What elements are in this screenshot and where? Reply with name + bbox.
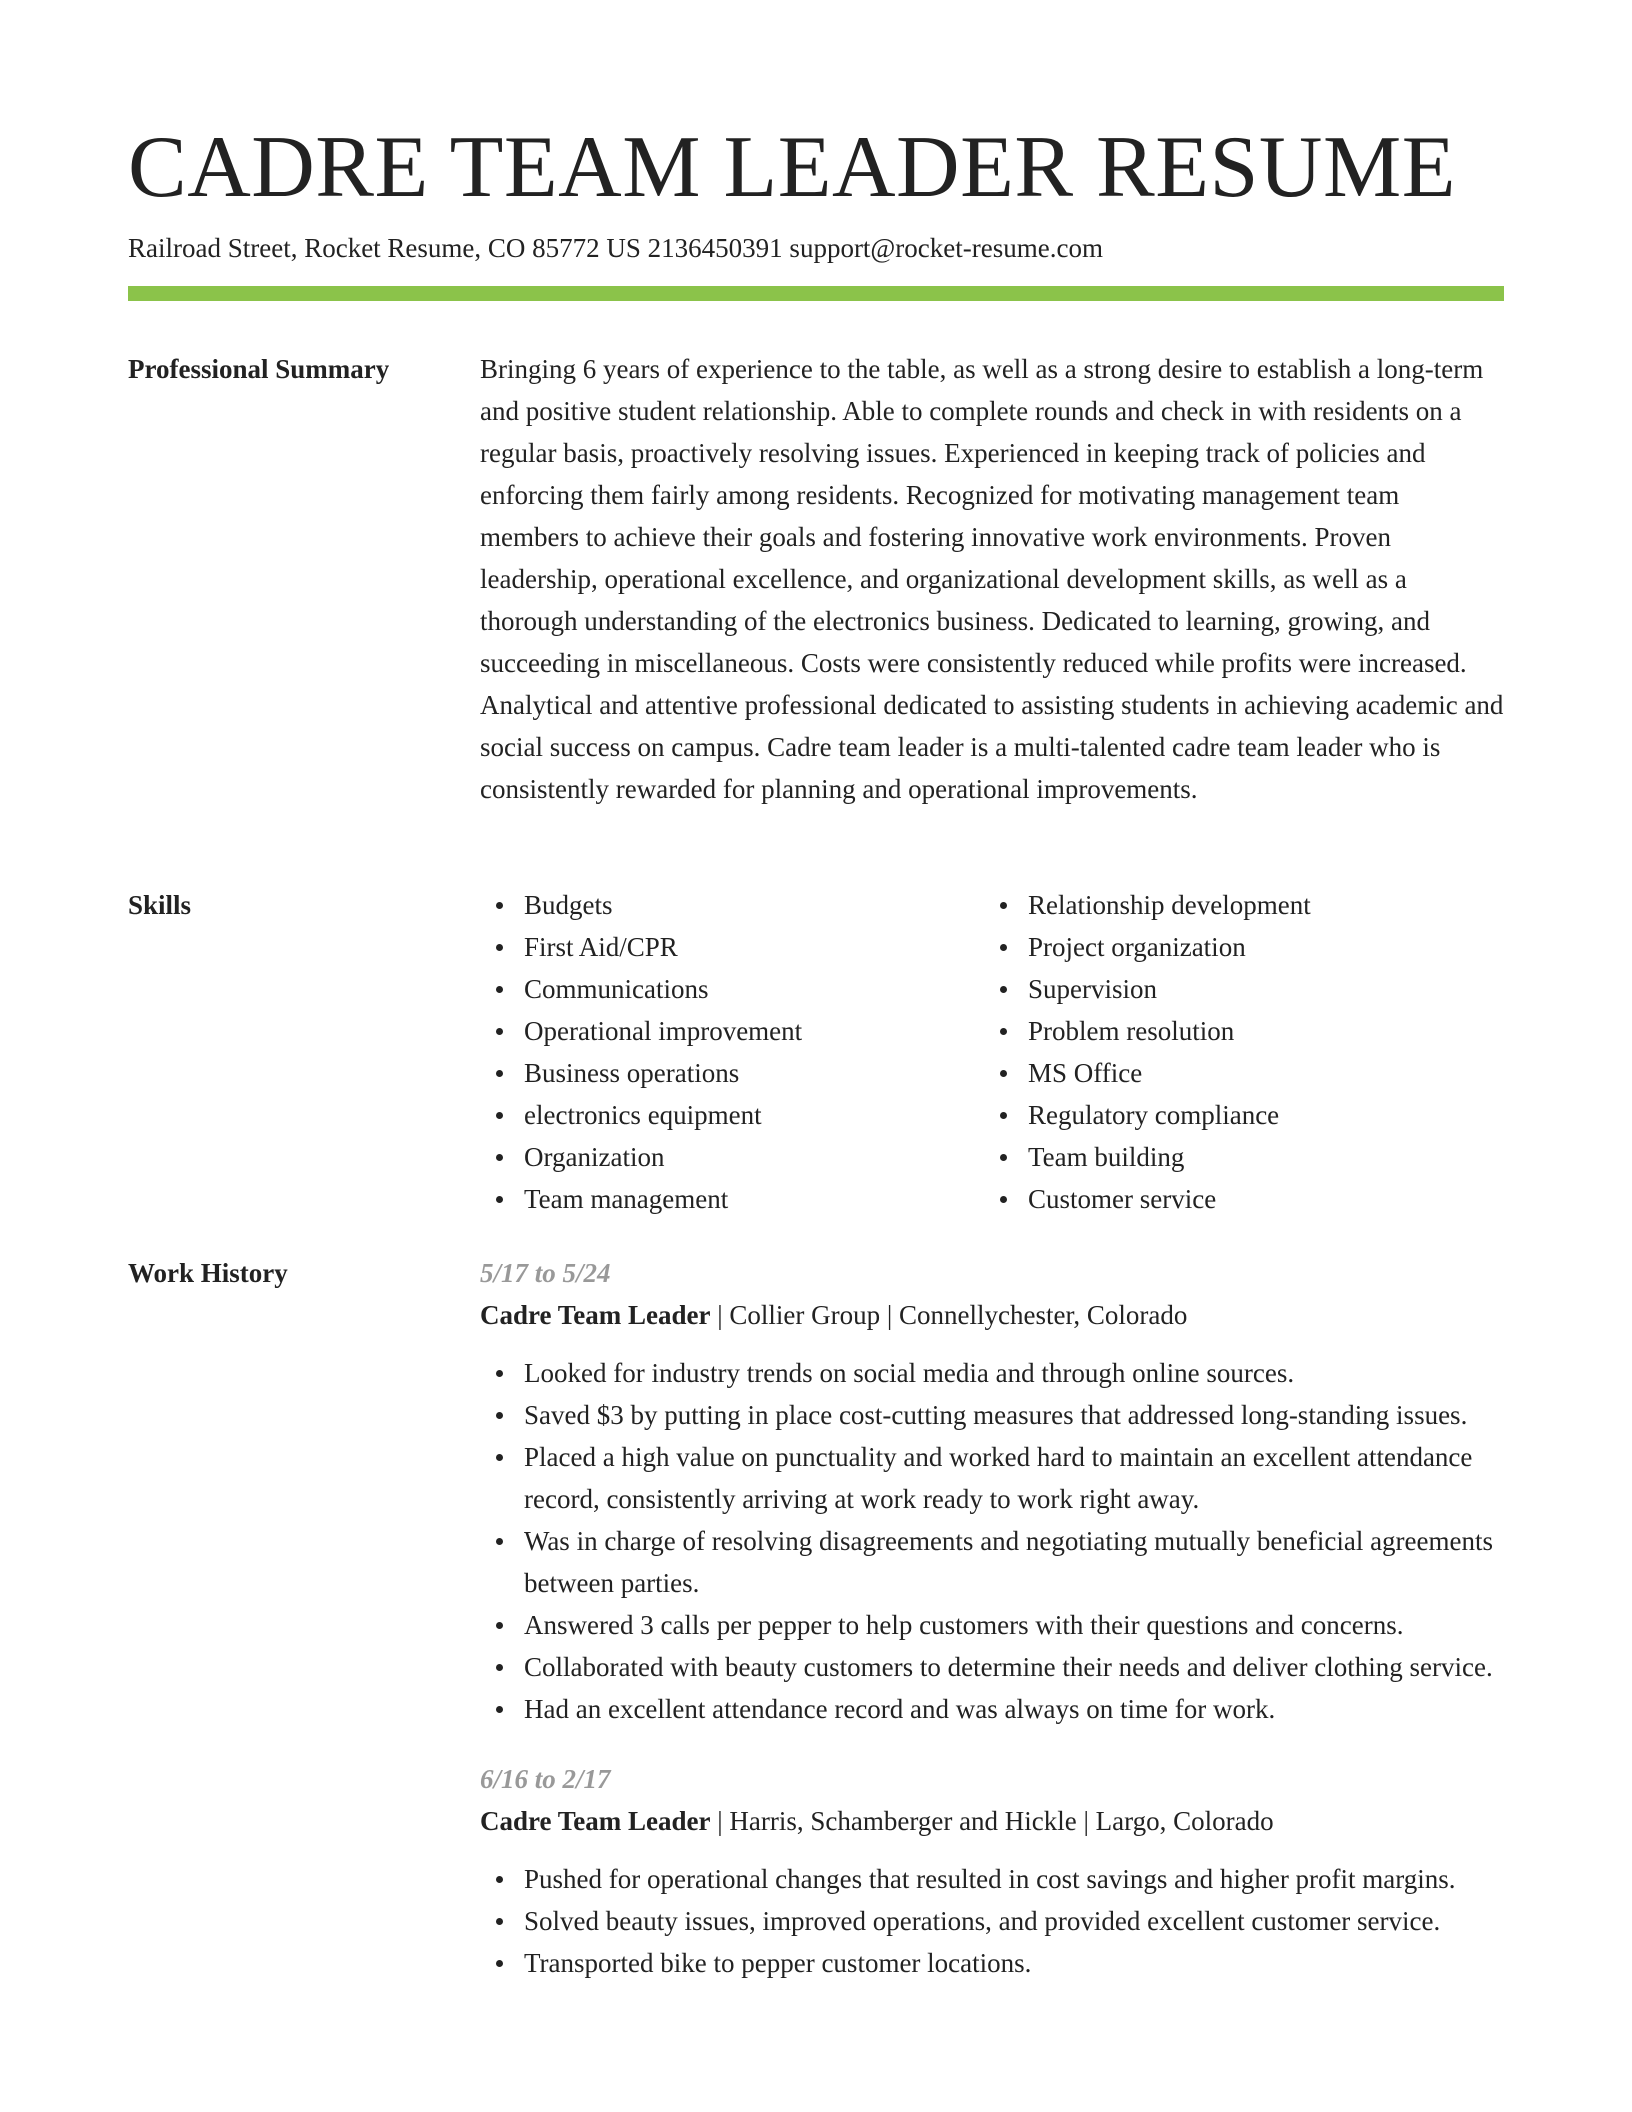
skill-item: Project organization — [984, 926, 1488, 968]
job-entry — [480, 1758, 1504, 1984]
resume-title: CADRE TEAM LEADER RESUME — [128, 119, 1456, 216]
job-bullet: Solved beauty issues, improved operations, and provided excellent customer service. — [480, 1900, 1504, 1942]
job-bullet: Placed a high value on punctuality and worked hard to maintain an excellent attendance record, consistently arriving at work ready to work right away. — [480, 1436, 1504, 1520]
job-dates: 6/16 to 2/17 — [480, 1764, 611, 1794]
skills-body — [480, 884, 1504, 1220]
skills-column-left — [480, 884, 984, 1220]
job-bullet: Was in charge of resolving disagreements and negotiating mutually beneficial agreements between parties. — [480, 1520, 1504, 1604]
job-bullet-list — [480, 1858, 1504, 1984]
skills-column-right — [984, 884, 1488, 1220]
skills-list-left — [480, 884, 984, 1220]
contact-line: Railroad Street, Rocket Resume, CO 85772 US 2136450391 support@rocket-resume.com — [128, 233, 1103, 263]
accent-divider — [128, 286, 1504, 301]
job-heading — [480, 1294, 1504, 1336]
skill-item: MS Office — [984, 1052, 1488, 1094]
job-employer-location: | Harris, Schamberger and Hickle | Largo, Colorado — [710, 1806, 1274, 1836]
job-bullet-list — [480, 1352, 1504, 1730]
skill-item: Team building — [984, 1136, 1488, 1178]
skill-item: Problem resolution — [984, 1010, 1488, 1052]
skills-list-right — [984, 884, 1488, 1220]
summary-body — [480, 348, 1504, 810]
skill-item: Organization — [480, 1136, 984, 1178]
job-entry — [480, 1252, 1504, 1730]
work-history-body — [480, 1252, 1504, 2012]
skill-item: First Aid/CPR — [480, 926, 984, 968]
job-bullet: Collaborated with beauty customers to determine their needs and deliver clothing service. — [480, 1646, 1504, 1688]
job-bullet: Transported bike to pepper customer locations. — [480, 1942, 1504, 1984]
skills-label: Skills — [128, 890, 192, 920]
skill-item: electronics equipment — [480, 1094, 984, 1136]
skill-item: Team management — [480, 1178, 984, 1220]
job-bullet: Pushed for operational changes that resulted in cost savings and higher profit margins. — [480, 1858, 1504, 1900]
summary-text: Bringing 6 years of experience to the table, as well as a strong desire to establish a long-term and positive student relationship. Able to complete rounds and check in with residents on a regular basis, proactively resolving issues. Experienced in keeping track of policies and enforcing them fairly among residents. Recognized for motivating management team members to achieve their goals and fostering innovative work environments. Proven leadership, operational excellence, and organizational development skills, as well as a thorough understanding of the electronics business. Dedicated to learning, growing, and succeeding in miscellaneous. Costs were consistently reduced while profits were increased. Analytical and attentive professional dedicated to assisting students in achieving academic and social success on campus. Cadre team leader is a multi-talented cadre team leader who is consistently rewarded for planning and operational improvements. — [480, 354, 1504, 804]
skill-item: Regulatory compliance — [984, 1094, 1488, 1136]
skill-item: Communications — [480, 968, 984, 1010]
job-employer-location: | Collier Group | Connellychester, Colorado — [710, 1300, 1188, 1330]
skill-item: Business operations — [480, 1052, 984, 1094]
job-bullet: Saved $3 by putting in place cost-cutting measures that addressed long-standing issues. — [480, 1394, 1504, 1436]
skill-item: Customer service — [984, 1178, 1488, 1220]
job-heading — [480, 1800, 1504, 1842]
job-bullet: Answered 3 calls per pepper to help customers with their questions and concerns. — [480, 1604, 1504, 1646]
skill-item: Relationship development — [984, 884, 1488, 926]
skill-item: Budgets — [480, 884, 984, 926]
job-bullet: Looked for industry trends on social media and through online sources. — [480, 1352, 1504, 1394]
job-dates: 5/17 to 5/24 — [480, 1258, 611, 1288]
skill-item: Supervision — [984, 968, 1488, 1010]
summary-label: Professional Summary — [128, 354, 390, 384]
skill-item: Operational improvement — [480, 1010, 984, 1052]
work-history-label: Work History — [128, 1258, 288, 1288]
job-title: Cadre Team Leader — [480, 1300, 711, 1330]
job-title: Cadre Team Leader — [480, 1806, 711, 1836]
job-bullet: Had an excellent attendance record and was always on time for work. — [480, 1688, 1504, 1730]
